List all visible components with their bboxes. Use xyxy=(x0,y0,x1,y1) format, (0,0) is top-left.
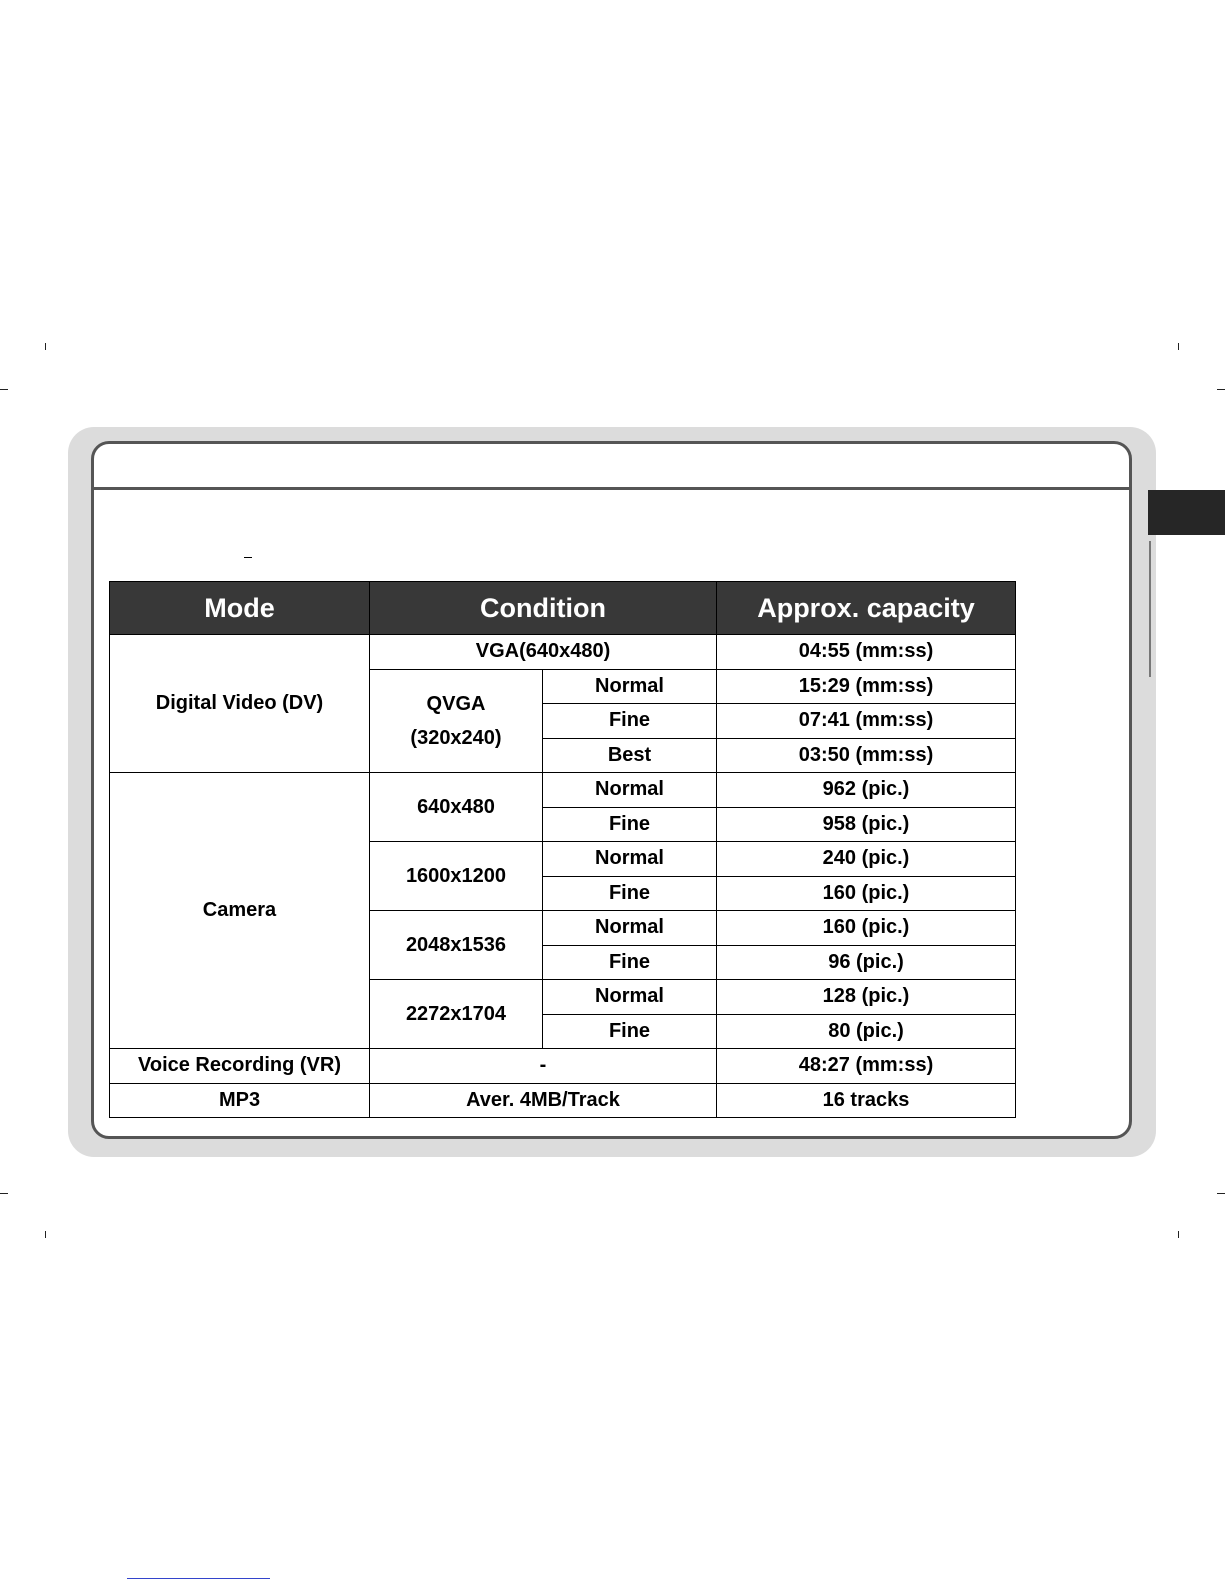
condition-cell: VGA(640x480) xyxy=(370,635,717,670)
capacity-cell: 160 (pic.) xyxy=(717,876,1016,911)
capacity-cell: 03:50 (mm:ss) xyxy=(717,738,1016,773)
small-dash xyxy=(244,557,252,558)
resolution-cell: 640x480 xyxy=(370,773,543,842)
mode-cell-vr: Voice Recording (VR) xyxy=(110,1049,370,1084)
condition-cell: - xyxy=(370,1049,717,1084)
quality-cell: Fine xyxy=(543,1014,717,1049)
capacity-cell: 07:41 (mm:ss) xyxy=(717,704,1016,739)
quality-cell: Fine xyxy=(543,807,717,842)
quality-cell: Fine xyxy=(543,945,717,980)
condition-cell: Aver. 4MB/Track xyxy=(370,1083,717,1118)
resolution-cell: 2272x1704 xyxy=(370,980,543,1049)
capacity-cell: 16 tracks xyxy=(717,1083,1016,1118)
mode-cell-camera: Camera xyxy=(110,773,370,1049)
quality-cell: Fine xyxy=(543,704,717,739)
mode-cell-mp3: MP3 xyxy=(110,1083,370,1118)
capacity-cell: 962 (pic.) xyxy=(717,773,1016,808)
table-row xyxy=(110,635,1016,670)
crop-mark xyxy=(45,343,46,350)
resolution-cell: 1600x1200 xyxy=(370,842,543,911)
capacity-cell: 48:27 (mm:ss) xyxy=(717,1049,1016,1084)
capacity-cell: 80 (pic.) xyxy=(717,1014,1016,1049)
crop-mark xyxy=(1217,389,1225,390)
crop-mark xyxy=(1178,1231,1179,1238)
capacity-cell: 96 (pic.) xyxy=(717,945,1016,980)
capacity-cell: 160 (pic.) xyxy=(717,911,1016,946)
resolution-cell: 2048x1536 xyxy=(370,911,543,980)
header-condition: Condition xyxy=(370,582,717,635)
capacity-cell: 128 (pic.) xyxy=(717,980,1016,1015)
capacity-table xyxy=(109,581,1016,1118)
header-capacity: Approx. capacity xyxy=(717,582,1016,635)
table-header-row xyxy=(110,582,1016,635)
quality-cell: Best xyxy=(543,738,717,773)
quality-cell: Normal xyxy=(543,911,717,946)
quality-cell: Normal xyxy=(543,842,717,877)
header-divider xyxy=(91,487,1132,490)
qvga-resolution: (320x240) xyxy=(410,726,502,749)
qvga-label: QVGA xyxy=(426,692,486,715)
quality-cell: Normal xyxy=(543,773,717,808)
quality-cell: Normal xyxy=(543,669,717,704)
crop-mark xyxy=(45,1231,46,1238)
quality-cell: Fine xyxy=(543,876,717,911)
capacity-cell: 15:29 (mm:ss) xyxy=(717,669,1016,704)
resolution-cell-qvga xyxy=(370,669,543,773)
crop-mark xyxy=(0,389,8,390)
header-mode: Mode xyxy=(110,582,370,635)
capacity-cell: 958 (pic.) xyxy=(717,807,1016,842)
mode-cell-dv: Digital Video (DV) xyxy=(110,635,370,773)
footer-underline xyxy=(127,1578,270,1579)
quality-cell: Normal xyxy=(543,980,717,1015)
chapter-tab xyxy=(1148,490,1225,535)
table-row xyxy=(110,773,1016,808)
table-row xyxy=(110,1049,1016,1084)
chapter-tab-line xyxy=(1149,541,1151,677)
table-row xyxy=(110,1083,1016,1118)
crop-mark xyxy=(0,1193,8,1194)
crop-mark xyxy=(1217,1193,1225,1194)
capacity-cell: 04:55 (mm:ss) xyxy=(717,635,1016,670)
capacity-cell: 240 (pic.) xyxy=(717,842,1016,877)
crop-mark xyxy=(1178,343,1179,350)
